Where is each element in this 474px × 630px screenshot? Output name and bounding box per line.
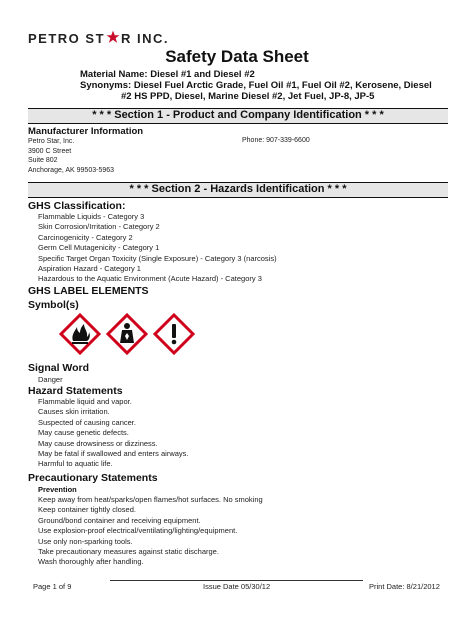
list-item: Skin Corrosion/Irritation - Category 2	[38, 222, 160, 232]
phone-number: Phone: 907-339-6600	[242, 137, 310, 144]
list-item: Keep container tightly closed.	[38, 505, 136, 515]
manufacturer-heading: Manufacturer Information	[28, 126, 144, 137]
prevention-heading: Prevention	[38, 485, 77, 494]
list-item: Harmful to aquatic life.	[38, 459, 113, 469]
synonyms-line-2: #2 HS PPD, Diesel, Marine Diesel #2, Jet Fuel, JP-8, JP-5	[121, 91, 375, 102]
material-name: Material Name: Diesel #1 and Diesel #2	[80, 69, 255, 80]
ghs-classification-heading: GHS Classification:	[28, 200, 126, 212]
ghs-label-elements-heading: GHS LABEL ELEMENTS	[28, 285, 149, 297]
flame-icon	[59, 313, 101, 355]
hazard-statements-list	[38, 397, 189, 470]
page-number: Page 1 of 9	[33, 582, 72, 591]
ghs-classification-list	[38, 212, 277, 285]
list-item: Wash thoroughly after handling.	[38, 557, 144, 567]
page-title: Safety Data Sheet	[165, 47, 309, 66]
hazard-statements-heading: Hazard Statements	[28, 385, 123, 397]
list-item: May be fatal if swallowed and enters airways.	[38, 449, 189, 459]
list-item: Keep away from heat/sparks/open flames/hot surfaces. No smoking	[38, 495, 263, 504]
precautionary-statements-heading: Precautionary Statements	[28, 472, 158, 484]
list-item: Take precautionary measures against static discharge.	[38, 547, 219, 557]
section-1-header: * * * Section 1 - Product and Company Identification * * *	[28, 108, 448, 124]
list-item: Specific Target Organ Toxicity (Single Exposure) - Category 3 (narcosis)	[38, 253, 277, 263]
synonyms-line-1: Synonyms: Diesel Fuel Arctic Grade, Fuel Oil #1, Fuel Oil #2, Kerosene, Diesel	[80, 80, 432, 91]
list-item: Carcinogenicity - Category 2	[38, 232, 133, 242]
issue-date: Issue Date 05/30/12	[203, 582, 271, 591]
suite: Suite 802	[28, 157, 58, 165]
signal-word: Danger	[38, 375, 63, 384]
list-item: Aspiration Hazard - Category 1	[38, 264, 141, 274]
company-logo	[28, 30, 169, 47]
list-item: Hazardous to the Aquatic Environment (Acute Hazard) - Category 3	[38, 274, 262, 284]
symbols-heading: Symbol(s)	[28, 299, 79, 311]
street-address: 3900 C Street	[28, 147, 72, 155]
exclamation-icon	[153, 313, 195, 355]
list-item: May cause genetic defects.	[38, 428, 129, 438]
logo-text-left: PETRO ST	[28, 31, 106, 46]
list-item: Suspected of causing cancer.	[38, 417, 136, 427]
star-icon	[106, 30, 120, 47]
list-item: Ground/bond container and receiving equipment.	[38, 515, 201, 525]
list-item: Use explosion-proof electrical/ventilating/lighting/equipment.	[38, 526, 238, 536]
synonyms	[80, 80, 450, 102]
footer-divider	[110, 580, 363, 581]
logo-text-right: R INC.	[121, 31, 170, 46]
city-state-zip: Anchorage, AK 99503-5963	[28, 166, 115, 174]
list-item: Germ Cell Mutagenicity - Category 1	[38, 243, 160, 253]
list-item: Use only non-sparking tools.	[38, 536, 133, 546]
list-item: Causes skin irritation.	[38, 407, 110, 417]
manufacturer-address	[28, 137, 114, 175]
prevention-list	[38, 495, 263, 568]
list-item: Flammable Liquids - Category 3	[38, 212, 145, 221]
company-name: Petro Star, Inc.	[28, 138, 75, 145]
print-date: Print Date: 8/21/2012	[369, 582, 440, 591]
section-2-header: * * * Section 2 - Hazards Identification * * *	[28, 182, 448, 198]
signal-word-value	[38, 375, 63, 385]
signal-word-heading: Signal Word	[28, 362, 90, 374]
ghs-pictograms	[59, 313, 195, 355]
health-hazard-icon	[106, 313, 148, 355]
list-item: Flammable liquid and vapor.	[38, 397, 132, 406]
list-item: May cause drowsiness or dizziness.	[38, 438, 158, 448]
